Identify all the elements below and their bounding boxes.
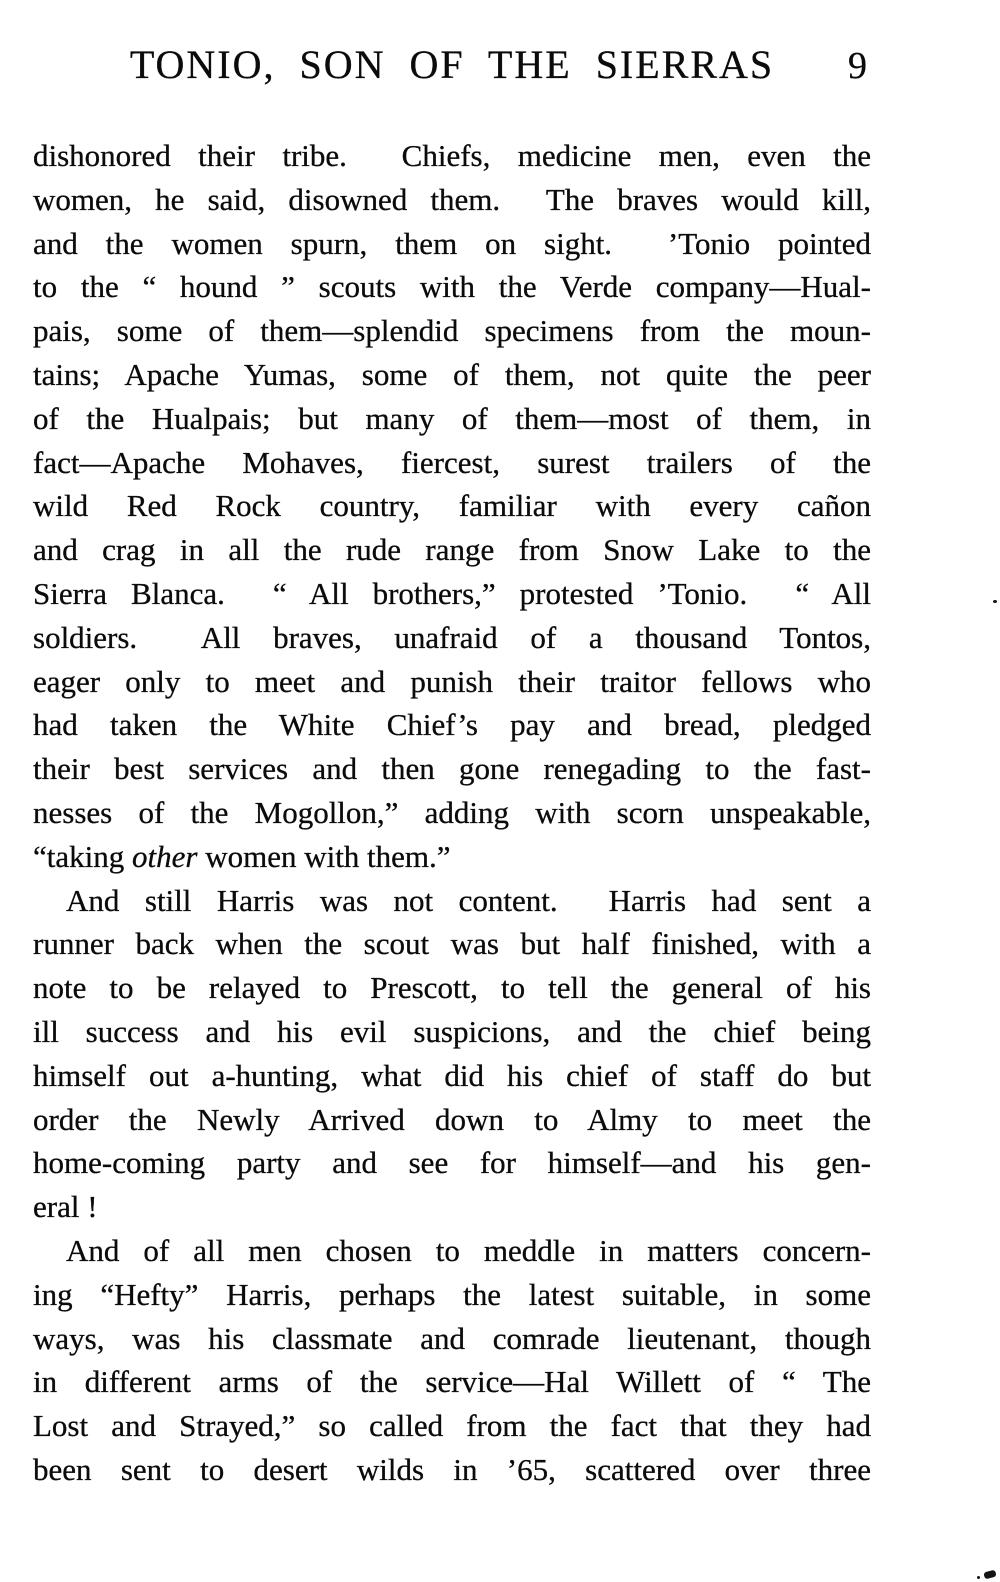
text-segment: And still Harris was not content. Harris had sent a — [66, 882, 871, 918]
scan-artifact-dot — [993, 600, 997, 603]
text-segment: wild Red Rock country, familiar with every cañon — [33, 488, 871, 524]
text-line — [33, 879, 871, 923]
text-segment: tains; Apache Yumas, some of them, not quite the peer — [33, 356, 871, 392]
text-segment: ing “Hefty” Harris, perhaps the latest suitable, in some — [33, 1276, 871, 1312]
text-line — [33, 397, 871, 441]
text-line — [33, 441, 871, 485]
text-segment: Lost and Strayed,” so called from the fact that they had — [33, 1408, 871, 1444]
text-line — [33, 791, 871, 835]
text-line — [33, 353, 871, 397]
text-segment: of the Hualpais; but many of them—most of them, in — [33, 400, 871, 436]
text-line — [33, 922, 871, 966]
text-line — [33, 265, 871, 309]
text-line — [33, 835, 871, 879]
page-body — [33, 134, 871, 1492]
scan-artifact-smudge — [983, 1570, 996, 1580]
text-line — [33, 1229, 871, 1273]
text-line — [33, 484, 871, 528]
text-line — [33, 1141, 871, 1185]
text-line — [33, 134, 871, 178]
text-segment: pais, some of them—splendid specimens from the moun- — [33, 313, 871, 349]
text-segment: women with them.” — [197, 838, 451, 874]
text-line — [33, 572, 871, 616]
text-line — [33, 1054, 871, 1098]
text-line — [33, 966, 871, 1010]
text-segment: to the “ hound ” scouts with the Verde company—Hual- — [33, 269, 871, 305]
text-segment: and crag in all the rude range from Snow Lake to the — [33, 532, 871, 568]
text-segment: in different arms of the service—Hal Willett of “ The — [33, 1364, 871, 1400]
text-line — [33, 616, 871, 660]
text-segment: ill success and his evil suspicions, and the chief being — [33, 1013, 871, 1049]
text-segment: been sent to desert wilds in ’65, scattered over three — [33, 1451, 871, 1487]
text-line — [33, 1404, 871, 1448]
text-segment: nesses of the Mogollon,” adding with scorn unspeakable, — [33, 794, 871, 830]
text-segment: and the women spurn, them on sight. ’Tonio pointed — [33, 225, 871, 261]
text-line — [33, 703, 871, 747]
text-segment: fact—Apache Mohaves, fiercest, surest trailers of the — [33, 444, 871, 480]
text-segment: ways, was his classmate and comrade lieutenant, though — [33, 1320, 871, 1356]
text-line — [33, 1317, 871, 1361]
text-segment: Sierra Blanca. “ All brothers,” protested ’Tonio. “ All — [33, 575, 871, 611]
text-line — [33, 1010, 871, 1054]
text-segment: eral ! — [33, 1189, 98, 1225]
text-line — [33, 747, 871, 791]
text-segment: dishonored their tribe. Chiefs, medicine men, even the — [33, 138, 871, 173]
text-line — [33, 528, 871, 572]
text-segment: eager only to meet and punish their traitor fellows who — [33, 663, 871, 699]
text-segment: women, he said, disowned them. The braves would kill, — [33, 181, 871, 217]
text-line — [33, 1360, 871, 1404]
text-segment: note to be relayed to Prescott, to tell the general of his — [33, 970, 871, 1006]
text-line — [33, 1273, 871, 1317]
text-line — [33, 1448, 871, 1492]
scan-artifact-dot — [977, 1576, 980, 1579]
text-line — [33, 1185, 871, 1229]
text-segment: home-coming party and see for himself—and his gen- — [33, 1145, 871, 1181]
text-segment: order the Newly Arrived down to Almy to meet the — [33, 1101, 871, 1137]
page-title: TONIO, SON OF THE SIERRAS — [129, 42, 775, 87]
text-line — [33, 178, 871, 222]
text-line — [33, 222, 871, 266]
text-line — [33, 660, 871, 704]
text-segment: soldiers. All braves, unafraid of a thousand Tontos, — [33, 619, 871, 655]
text-segment: And of all men chosen to meddle in matters concern- — [66, 1232, 871, 1268]
text-segment: himself out a-hunting, what did his chief of staff do but — [33, 1057, 871, 1093]
page-number: 9 — [848, 45, 867, 87]
italic-word: other — [132, 838, 198, 874]
text-segment: had taken the White Chief’s pay and bread, pledged — [33, 707, 871, 743]
text-segment: their best services and then gone renegading to the fast- — [33, 751, 871, 787]
text-segment: runner back when the scout was but half finished, with a — [33, 926, 871, 962]
text-line — [33, 1098, 871, 1142]
running-header — [33, 42, 871, 92]
text-line — [33, 309, 871, 353]
text-segment: “taking — [33, 838, 132, 874]
